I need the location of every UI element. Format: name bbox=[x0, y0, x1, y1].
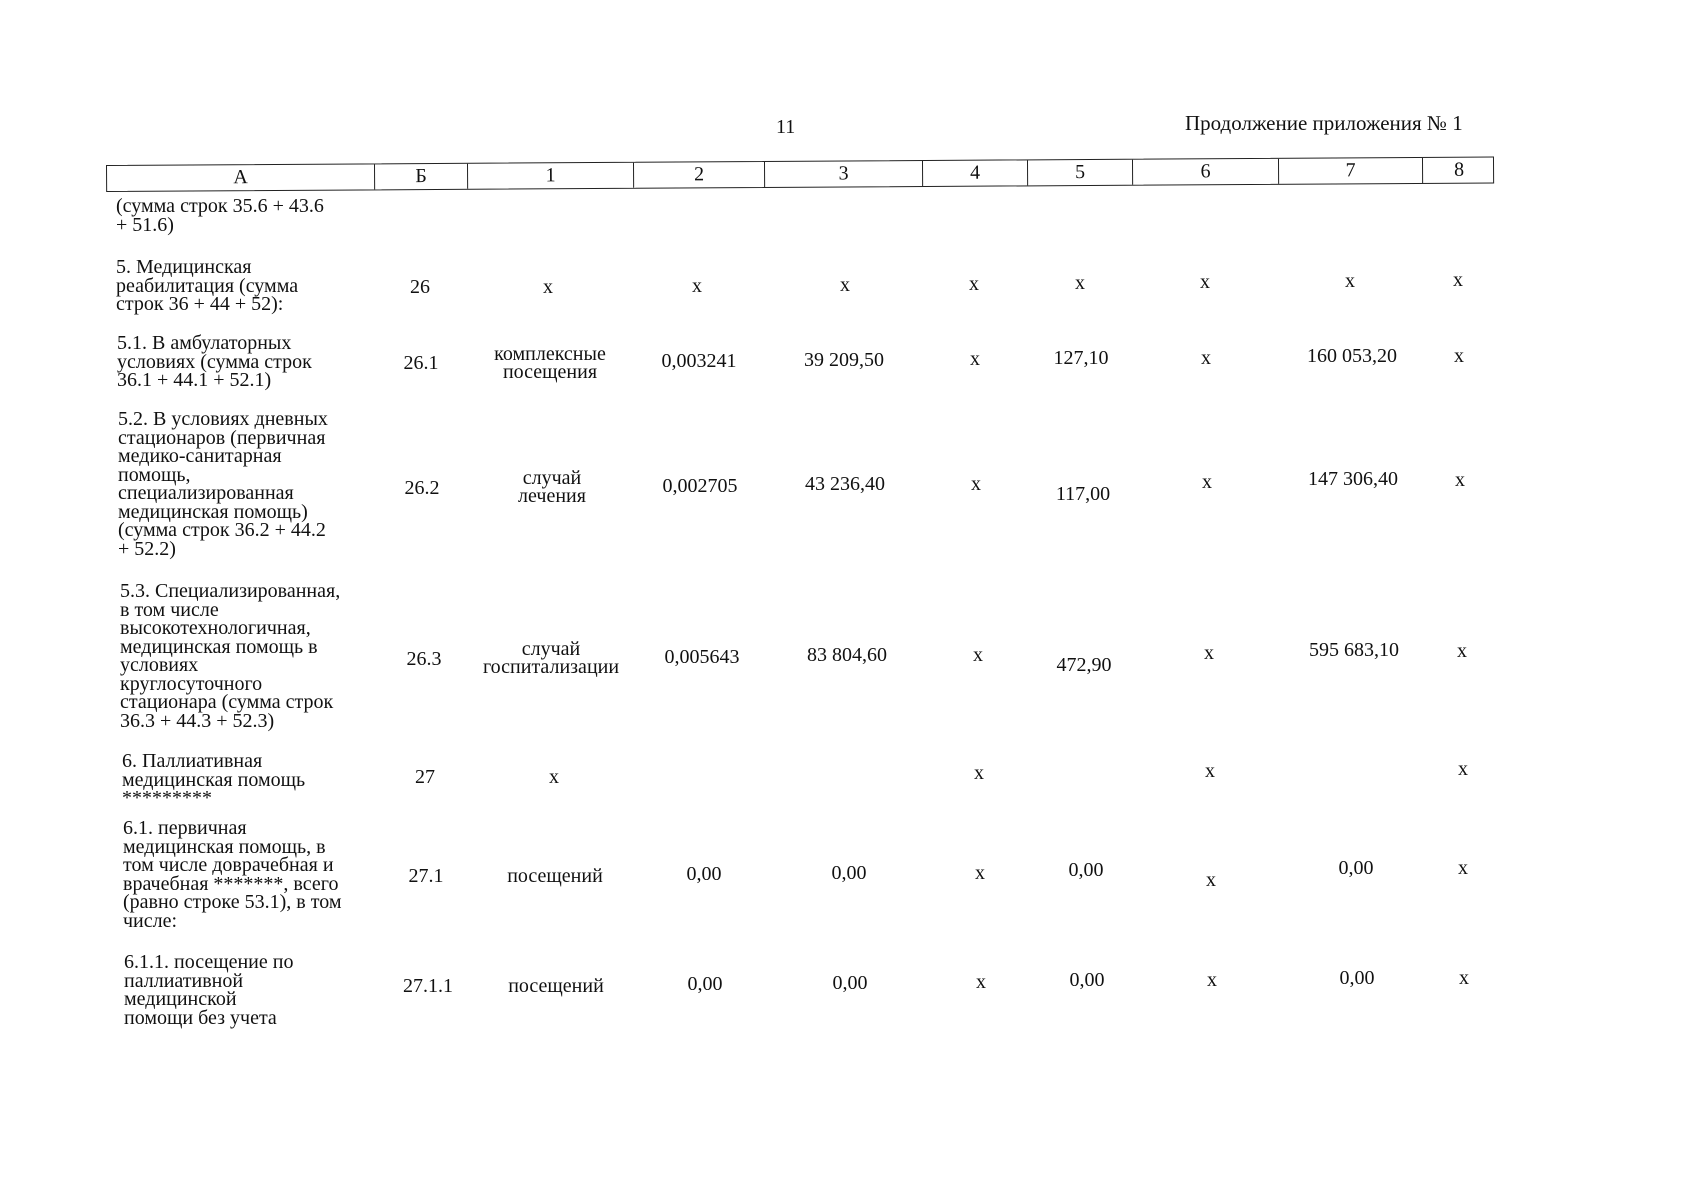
cell-col-5: 127,10 bbox=[1053, 347, 1109, 369]
description-line: помощь, bbox=[118, 463, 191, 486]
description-line: ********* bbox=[122, 787, 212, 809]
cell-col-6: х bbox=[1207, 969, 1217, 991]
description-line: 5.2. В условиях дневных bbox=[118, 408, 328, 430]
column-header-a: А bbox=[233, 166, 248, 189]
row-description bbox=[116, 197, 324, 234]
column-header-1: 1 bbox=[467, 163, 633, 189]
cell-col-5: 117,00 bbox=[1055, 483, 1111, 505]
cell-col-4: х bbox=[970, 348, 980, 370]
cell-col-6: х bbox=[1201, 347, 1211, 369]
page-number: 11 bbox=[776, 116, 796, 138]
row-description bbox=[123, 819, 342, 930]
description-line: стационара (сумма строк bbox=[120, 691, 334, 713]
cell-col-1: посещений bbox=[507, 865, 603, 887]
description-line: круглосуточного bbox=[120, 672, 263, 695]
cell-col-5: 472,90 bbox=[1056, 654, 1112, 676]
cell-col-2: 0,003241 bbox=[661, 350, 737, 372]
cell-col-3: 83 804,60 bbox=[807, 644, 887, 666]
description-line: условиях bbox=[120, 654, 199, 676]
column-header-4: 4 bbox=[922, 160, 1027, 186]
column-header-5: 5 bbox=[1027, 160, 1132, 186]
column-header-8: 8 bbox=[1422, 158, 1495, 183]
cell-col-8: х bbox=[1459, 967, 1469, 989]
cell-col-4: х bbox=[975, 862, 985, 884]
cell-col-8: х bbox=[1458, 758, 1468, 780]
description-line: 5.3. Специализированная, bbox=[120, 580, 341, 602]
cell-col-3: 39 209,50 bbox=[804, 349, 884, 371]
row-description bbox=[122, 752, 305, 808]
cell-col-6: х bbox=[1205, 760, 1215, 782]
column-header-6: 6 bbox=[1132, 159, 1278, 185]
column-header-7: 7 bbox=[1278, 158, 1422, 184]
description-line: высокотехнологичная, bbox=[120, 617, 311, 639]
cell-col-4: х bbox=[973, 644, 983, 666]
description-line: в том числе bbox=[120, 598, 219, 621]
description-line: врачебная *******, всего bbox=[123, 872, 339, 895]
cell-row-code: 26.3 bbox=[406, 648, 442, 670]
column-header-row bbox=[106, 157, 1494, 192]
description-line: 6.1. первичная bbox=[123, 817, 247, 839]
description-line: реабилитация (сумма bbox=[116, 274, 299, 297]
cell-col-2: 0,002705 bbox=[662, 475, 738, 497]
description-line: медицинской bbox=[124, 988, 237, 1010]
description-line: медицинская помощь, в bbox=[123, 835, 326, 858]
description-line: помощи без учета bbox=[124, 1006, 277, 1029]
description-line: паллиативной bbox=[124, 969, 244, 992]
description-line: (сумма строк 35.6 + 43.6 bbox=[116, 195, 324, 217]
cell-col-8: х bbox=[1458, 857, 1468, 879]
cell-col-3: х bbox=[840, 274, 850, 296]
description-line: + 52.2) bbox=[118, 537, 176, 560]
cell-col-7: 147 306,40 bbox=[1308, 468, 1398, 490]
cell-col-7: 0,00 bbox=[1338, 857, 1374, 879]
cell-col-6: х bbox=[1204, 642, 1214, 664]
description-line: 36.3 + 44.3 + 52.3) bbox=[120, 709, 275, 732]
cell-col-4: х bbox=[969, 273, 979, 295]
cell-col-7: х bbox=[1345, 270, 1355, 292]
row-description bbox=[124, 953, 293, 1027]
cell-col-4: х bbox=[971, 473, 981, 495]
cell-col-2: 0,00 bbox=[686, 863, 722, 885]
cell-col-3: 43 236,40 bbox=[805, 473, 885, 495]
cell-col-8: х bbox=[1457, 640, 1467, 662]
cell-col-4: х bbox=[974, 762, 984, 784]
description-line: 6.1.1. посещение по bbox=[124, 951, 294, 973]
description-line: медицинская помощь bbox=[122, 768, 306, 791]
cell-col-3: 0,00 bbox=[832, 972, 868, 994]
description-line: медико-санитарная bbox=[118, 445, 282, 467]
cell-col-5: 0,00 bbox=[1068, 859, 1104, 881]
description-line: стационаров (первичная bbox=[118, 426, 326, 449]
cell-col-1: комплексные посещения bbox=[494, 343, 606, 383]
cell-col-6: х bbox=[1200, 271, 1210, 293]
cell-row-code: 27.1 bbox=[408, 865, 444, 887]
description-line: + 51.6) bbox=[116, 213, 174, 236]
description-line: медицинская помощь в bbox=[120, 635, 318, 658]
cell-col-5: 0,00 bbox=[1069, 969, 1105, 991]
description-line: строк 36 + 44 + 52): bbox=[116, 293, 284, 315]
description-line: (сумма строк 36.2 + 44.2 bbox=[118, 519, 326, 541]
appendix-continuation-note: Продолжение приложения № 1 bbox=[1185, 111, 1463, 135]
cell-col-1: случай госпитализации bbox=[482, 638, 620, 678]
cell-col-1: посещений bbox=[508, 975, 604, 997]
cell-col-8: х bbox=[1453, 269, 1463, 291]
cell-col-8: х bbox=[1455, 469, 1465, 491]
cell-col-7: 0,00 bbox=[1339, 967, 1375, 989]
column-header-3: 3 bbox=[764, 161, 922, 187]
description-line: медицинская помощь) bbox=[118, 500, 308, 523]
row-description bbox=[118, 410, 328, 558]
cell-row-code: 27 bbox=[415, 766, 435, 788]
cell-col-2: 0,00 bbox=[687, 973, 723, 995]
cell-row-code: 27.1.1 bbox=[403, 975, 453, 997]
column-header-2: 2 bbox=[633, 162, 764, 188]
cell-col-1: случай лечения bbox=[518, 467, 586, 507]
row-description bbox=[116, 258, 298, 314]
cell-col-4: х bbox=[976, 971, 986, 993]
description-line: 5.1. В амбулаторных bbox=[117, 332, 292, 354]
cell-col-2: х bbox=[692, 275, 702, 297]
cell-row-code: 26 bbox=[410, 276, 430, 298]
cell-col-1: х bbox=[543, 276, 553, 298]
cell-col-8: х bbox=[1454, 345, 1464, 367]
cell-col-6: х bbox=[1202, 471, 1212, 493]
description-line: 5. Медицинская bbox=[116, 256, 252, 278]
description-line: 36.1 + 44.1 + 52.1) bbox=[117, 369, 272, 391]
description-line: том числе доврачебная и bbox=[123, 854, 334, 876]
column-header-b: Б bbox=[374, 164, 467, 190]
cell-col-5: х bbox=[1075, 272, 1085, 294]
cell-col-7: 595 683,10 bbox=[1309, 639, 1399, 661]
description-line: 6. Паллиативная bbox=[122, 750, 263, 772]
cell-row-code: 26.2 bbox=[404, 477, 440, 499]
description-line: числе: bbox=[123, 909, 178, 932]
row-description bbox=[120, 582, 340, 730]
cell-col-6: х bbox=[1206, 869, 1216, 891]
cell-col-2: 0,005643 bbox=[664, 646, 740, 668]
description-line: специализированная bbox=[118, 482, 294, 504]
description-line: (равно строке 53.1), в том bbox=[123, 891, 342, 913]
cell-col-7: 160 053,20 bbox=[1307, 345, 1397, 367]
description-line: условиях (сумма строк bbox=[117, 350, 312, 373]
row-description bbox=[117, 334, 312, 390]
cell-row-code: 26.1 bbox=[403, 352, 439, 374]
cell-col-3: 0,00 bbox=[831, 862, 867, 884]
cell-col-1: х bbox=[549, 766, 559, 788]
